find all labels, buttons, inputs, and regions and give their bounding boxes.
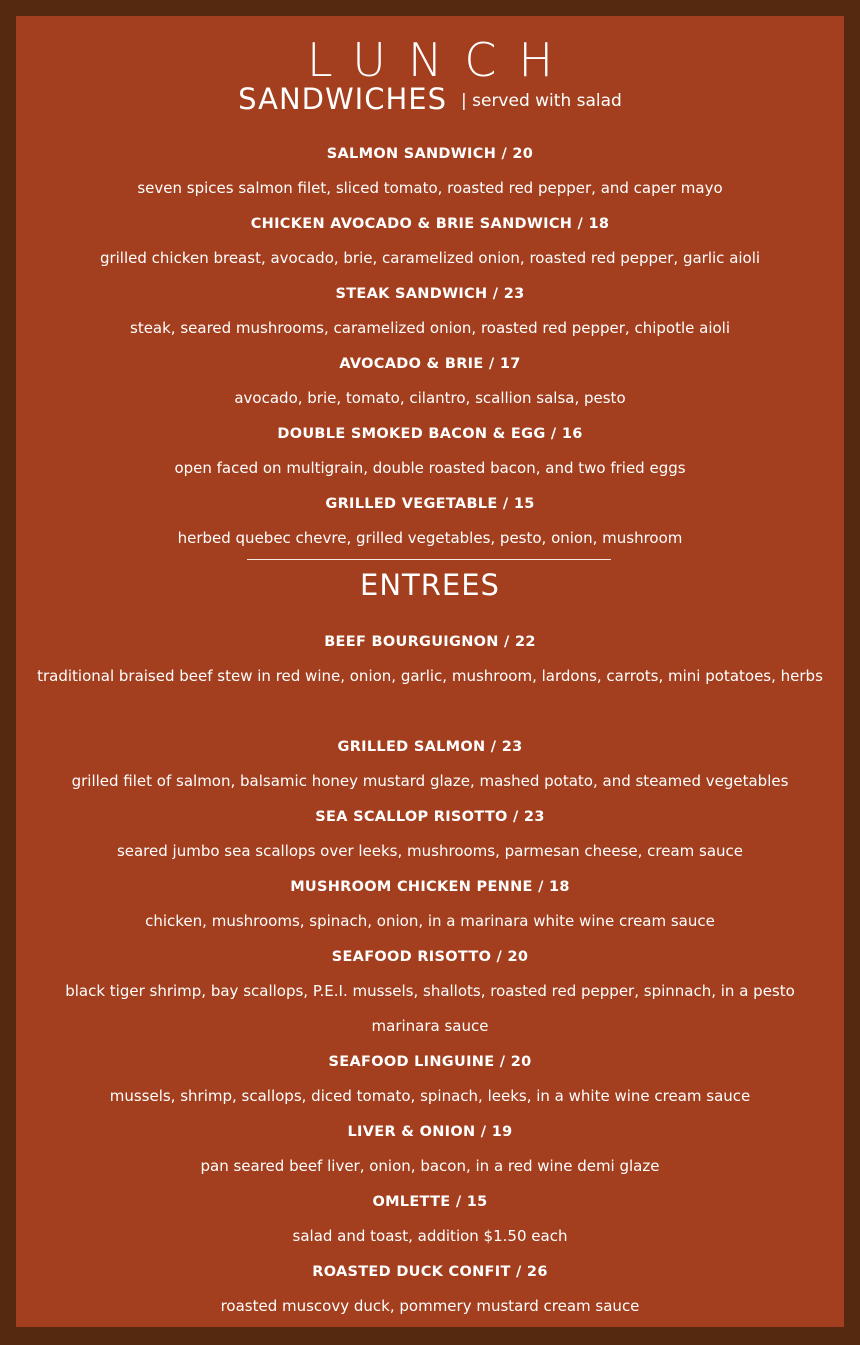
menu-item-name: GRILLED SALMON / 23 xyxy=(337,739,523,755)
menu-item-name: CHICKEN AVOCADO & BRIE SANDWICH / 18 xyxy=(250,216,610,232)
menu-item-description: salad and toast, addition $1.50 each xyxy=(292,1227,568,1245)
menu-item-name: SEAFOOD LINGUINE / 20 xyxy=(328,1054,532,1070)
menu-item-name: OMLETTE / 15 xyxy=(372,1194,488,1210)
menu-item-name: SEAFOOD RISOTTO / 20 xyxy=(331,949,529,965)
menu-item-name: SALMON SANDWICH / 20 xyxy=(326,146,534,162)
menu-item-description: pan seared beef liver, onion, bacon, in a red wine demi glaze xyxy=(200,1157,660,1175)
menu-item-description: chicken, mushrooms, spinach, onion, in a marinara white wine cream sauce xyxy=(145,912,715,930)
menu-item-description: steak, seared mushrooms, caramelized onion, roasted red pepper, chipotle aioli xyxy=(130,319,730,337)
menu-item-description: mussels, shrimp, scallops, diced tomato, spinach, leeks, in a white wine cream sauce xyxy=(109,1087,751,1105)
sandwiches-note: | served with salad xyxy=(461,91,622,111)
entrees-heading-row xyxy=(16,568,844,602)
menu-item-description: seared jumbo sea scallops over leeks, mushrooms, parmesan cheese, cream sauce xyxy=(116,842,744,860)
menu-item-description: grilled chicken breast, avocado, brie, caramelized onion, roasted red pepper, garlic aioli xyxy=(99,249,761,267)
menu-item-description: open faced on multigrain, double roasted bacon, and two fried eggs xyxy=(174,459,686,477)
entrees-heading: ENTREES xyxy=(360,568,500,602)
menu-item-name: LIVER & ONION / 19 xyxy=(347,1124,513,1140)
menu-item-description: avocado, brie, tomato, cilantro, scallion salsa, pesto xyxy=(234,389,626,407)
menu-item-description: black tiger shrimp, bay scallops, P.E.I. mussels, shallots, roasted red pepper, spinnach, in a pesto marinara sauce xyxy=(65,982,795,1035)
sandwiches-heading: SANDWICHES xyxy=(238,82,447,116)
menu-item-description: traditional braised beef stew in red wine, onion, garlic, mushroom, lardons, carrots, mini potatoes, herbs xyxy=(37,667,823,685)
menu-title: LUNCH xyxy=(306,33,576,87)
menu-item-name: SEA SCALLOP RISOTTO / 23 xyxy=(315,809,545,825)
menu-item-name: ROASTED DUCK CONFIT / 26 xyxy=(312,1264,548,1280)
menu-item-name: STEAK SANDWICH / 23 xyxy=(335,286,525,302)
menu-item-name: MUSHROOM CHICKEN PENNE / 18 xyxy=(290,879,570,895)
menu-item-name: GRILLED VEGETABLE / 15 xyxy=(325,496,535,512)
menu-item-name: BEEF BOURGUIGNON / 22 xyxy=(324,634,536,650)
menu-item-description: seven spices salmon filet, sliced tomato, roasted red pepper, and caper mayo xyxy=(137,179,723,197)
menu-panel xyxy=(16,16,844,1327)
menu-item-description: herbed quebec chevre, grilled vegetables, pesto, onion, mushroom xyxy=(177,529,683,547)
sandwiches-heading-row xyxy=(16,82,844,116)
menu-item-name: DOUBLE SMOKED BACON & EGG / 16 xyxy=(277,426,583,442)
section-divider xyxy=(247,559,611,560)
menu-item-description: grilled filet of salmon, balsamic honey mustard glaze, mashed potato, and steamed vegetables xyxy=(71,772,789,790)
menu-item-name: AVOCADO & BRIE / 17 xyxy=(339,356,521,372)
menu-item-description: roasted muscovy duck, pommery mustard cream sauce xyxy=(220,1297,640,1315)
